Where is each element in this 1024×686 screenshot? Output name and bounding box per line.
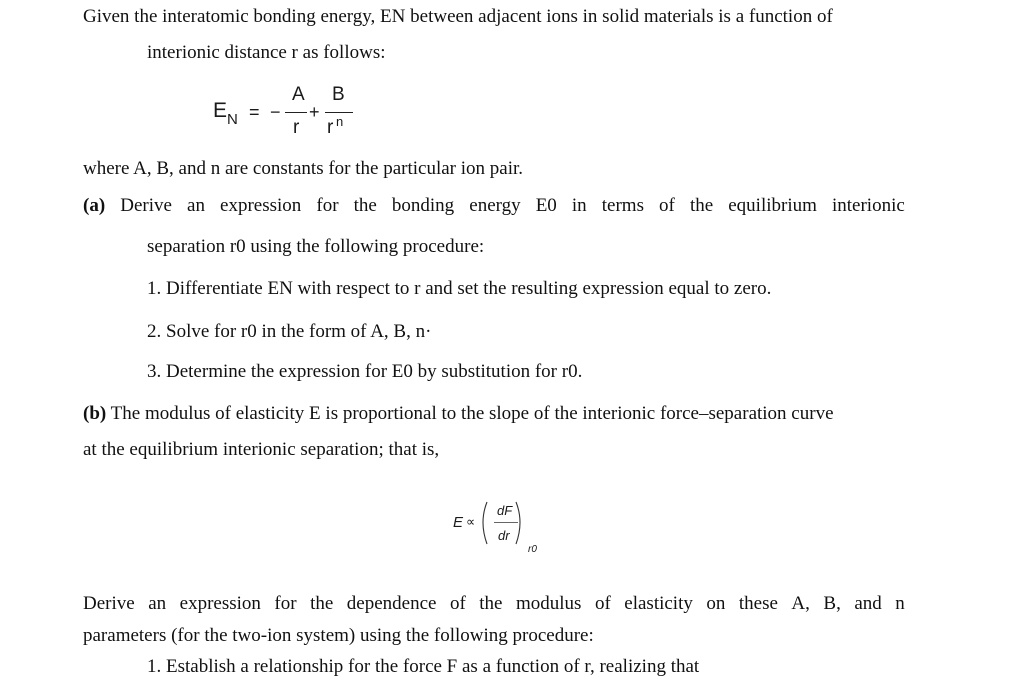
eq2-frac-bar — [494, 522, 518, 523]
part-a-line-2: separation r0 using the following procedure: — [147, 236, 485, 257]
eq1-lhs: E — [213, 99, 228, 122]
part-a-step-2: 2. Solve for r0 in the form of A, B, n· — [147, 321, 432, 342]
eq1-equals: = — [249, 102, 260, 122]
eq1-exp-n: n — [336, 114, 344, 129]
eq1-minus: − — [270, 102, 281, 122]
eq1-den-r: r — [293, 117, 300, 138]
part-b-line-1: (b) The modulus of elasticity E is proportional to the slope of the interionic force–separation curve — [83, 403, 834, 424]
eq1-lhs-sub: N — [227, 111, 238, 128]
eq2-eval-sub: r0 — [528, 544, 537, 555]
eq2-lhs: E — [453, 514, 464, 531]
part-a-line-1: (a) Derive an expression for the bonding energy E0 in terms of the equilibrium interionic — [83, 195, 905, 216]
derive-step-1: 1. Establish a relationship for the force F as a function of r, realizing that — [147, 656, 700, 677]
eq1-plus: + — [309, 102, 320, 122]
eq2-den: dr — [498, 528, 510, 543]
eq1-frac-bar-2 — [325, 112, 353, 113]
eq1-num-a: A — [292, 84, 305, 105]
eq1-den-rn: r — [327, 117, 334, 138]
intro-line-2: interionic distance r as follows: — [147, 42, 386, 63]
equation-modulus — [450, 492, 550, 562]
part-b-label: (b) — [83, 403, 107, 424]
part-b-line-2: at the equilibrium interionic separation; that is, — [83, 439, 440, 460]
part-a-step-3: 3. Determine the expression for E0 by substitution for r0. — [147, 361, 583, 382]
equation-energy — [205, 80, 375, 150]
part-a-label: (a) — [83, 195, 106, 216]
derive-line-2: parameters (for the two-ion system) using the following procedure: — [83, 625, 594, 646]
eq2-num: dF — [497, 503, 513, 518]
part-a-step-1: 1. Differentiate EN with respect to r and set the resulting expression equal to zero. — [147, 278, 772, 299]
derive-line-1: Derive an expression for the dependence of the modulus of elasticity on these A, B, and n — [83, 593, 905, 614]
eq1-num-b: B — [332, 84, 345, 105]
where-line: where A, B, and n are constants for the particular ion pair. — [83, 158, 524, 179]
eq2-prop: ∝ — [466, 514, 476, 529]
eq1-frac-bar-1 — [285, 112, 307, 113]
intro-line-1: Given the interatomic bonding energy, EN between adjacent ions in solid materials is a function of — [83, 6, 833, 27]
